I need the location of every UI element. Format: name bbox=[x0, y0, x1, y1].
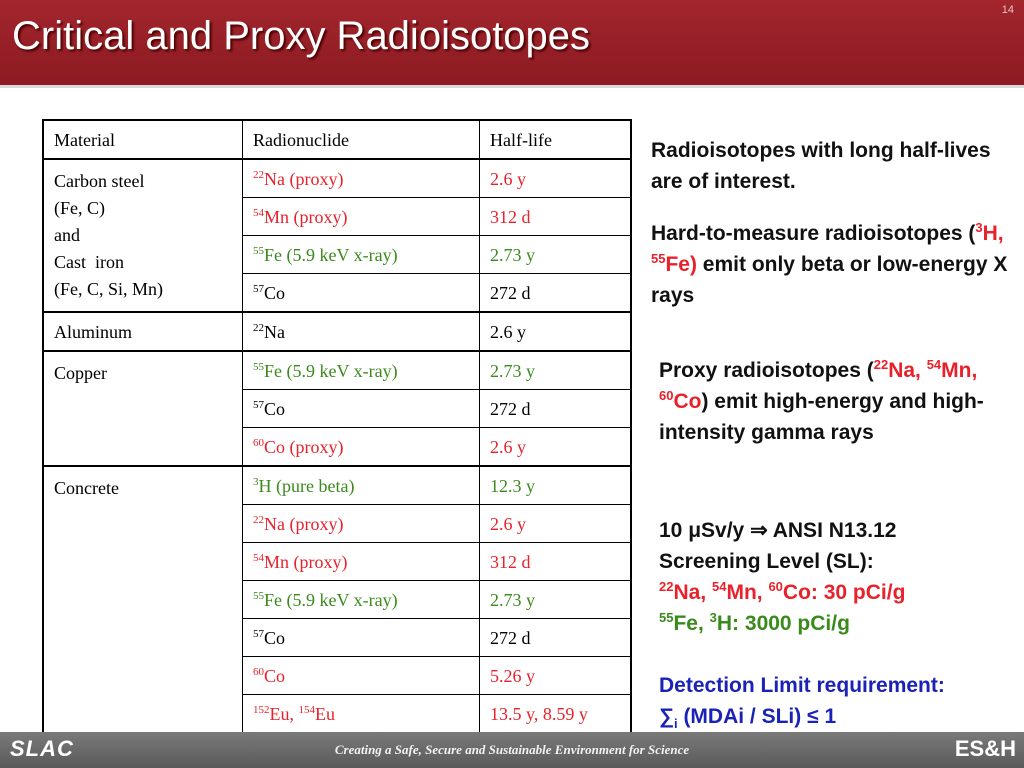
half-life-cell: 12.3 y bbox=[480, 466, 632, 505]
half-life-cell: 2.73 y bbox=[480, 351, 632, 390]
radionuclide-cell: $^{55}$Fe (5.9 keV x-ray) bbox=[243, 236, 480, 274]
note-detection-limit: Detection Limit requirement: $\sum_i$ (MDAi / SLi) ≤ 1 bbox=[659, 674, 945, 732]
radionuclide-cell: $^{22}$Na bbox=[243, 312, 480, 351]
radionuclide-cell: $^{57}$Co bbox=[243, 274, 480, 313]
radionuclide-cell: $^{60}$Co (proxy) bbox=[243, 428, 480, 467]
slide-title: Critical and Proxy Radioisotopes bbox=[12, 14, 591, 58]
radionuclide-cell: $^{152}$Eu, $^{154}$Eu bbox=[243, 695, 480, 734]
material-carbon-steel: Carbon steel (Fe, C) and Cast iron (Fe, C, Si, Mn) bbox=[43, 159, 243, 312]
half-life-cell: 312 d bbox=[480, 198, 632, 236]
material-aluminum: Aluminum bbox=[43, 312, 243, 351]
note-screening-level: 10 μSv/y ⇒ ANSI N13.12 Screening Level (SL): $^{22}$Na, $^{54}$Mn, $^{60}$Co: 30 pCi/g $^{55}$Fe, $^3$H: 3000 pCi/g bbox=[659, 519, 906, 635]
slac-logo: SLAC bbox=[10, 736, 74, 761]
half-life-cell: 272 d bbox=[480, 274, 632, 313]
slide-number: 14 bbox=[1001, 4, 1014, 16]
note-hard-to-measure: Hard-to-measure radioisotopes ($^3$H, $^{55}$Fe) emit only beta or low-energy X rays bbox=[651, 220, 1008, 307]
note-proxy-radioisotopes: Proxy radioisotopes ($^{22}$Na, $^{54}$Mn, $^{60}$Co) emit high-energy and high-intensity gamma rays bbox=[659, 357, 984, 444]
radioisotope-table bbox=[42, 119, 632, 734]
half-life-cell: 2.6 y bbox=[480, 505, 632, 543]
radionuclide-cell: $^{55}$Fe (5.9 keV x-ray) bbox=[243, 351, 480, 390]
footer-bar bbox=[0, 732, 1024, 768]
half-life-cell: 2.6 y bbox=[480, 312, 632, 351]
half-life-cell: 2.73 y bbox=[480, 581, 632, 619]
table-row bbox=[43, 351, 631, 390]
title-bar bbox=[0, 0, 1024, 85]
material-copper: Copper bbox=[43, 351, 243, 466]
radionuclide-cell: $^{60}$Co bbox=[243, 657, 480, 695]
material-concrete: Concrete bbox=[43, 466, 243, 733]
half-life-cell: 272 d bbox=[480, 619, 632, 657]
table-row bbox=[43, 466, 631, 505]
half-life-cell: 5.26 y bbox=[480, 657, 632, 695]
half-life-cell: 2.6 y bbox=[480, 159, 632, 198]
note-long-half-lives: Radioisotopes with long half-lives are of interest. bbox=[651, 139, 991, 193]
half-life-cell: 2.6 y bbox=[480, 428, 632, 467]
table-header-row bbox=[43, 120, 631, 159]
half-life-cell: 13.5 y, 8.59 y bbox=[480, 695, 632, 734]
table-row bbox=[43, 312, 631, 351]
esh-logo: ES&H bbox=[954, 736, 1016, 761]
header-half-life: Half-life bbox=[480, 120, 632, 159]
half-life-cell: 312 d bbox=[480, 543, 632, 581]
header-material: Material bbox=[43, 120, 243, 159]
header-radionuclide: Radionuclide bbox=[243, 120, 480, 159]
radionuclide-cell: $^{57}$Co bbox=[243, 619, 480, 657]
radionuclide-cell: $^{54}$Mn (proxy) bbox=[243, 198, 480, 236]
half-life-cell: 2.73 y bbox=[480, 236, 632, 274]
half-life-cell: 272 d bbox=[480, 390, 632, 428]
radionuclide-cell: $^{55}$Fe (5.9 keV x-ray) bbox=[243, 581, 480, 619]
radionuclide-cell: $^{57}$Co bbox=[243, 390, 480, 428]
table-row bbox=[43, 159, 631, 198]
header-divider bbox=[0, 85, 1024, 88]
radionuclide-cell: $^{22}$Na (proxy) bbox=[243, 505, 480, 543]
footer-tagline: Creating a Safe, Secure and Sustainable Environment for Science bbox=[334, 742, 690, 757]
radionuclide-cell: $^{22}$Na (proxy) bbox=[243, 159, 480, 198]
radionuclide-cell: $^3$H (pure beta) bbox=[243, 466, 480, 505]
radionuclide-cell: $^{54}$Mn (proxy) bbox=[243, 543, 480, 581]
